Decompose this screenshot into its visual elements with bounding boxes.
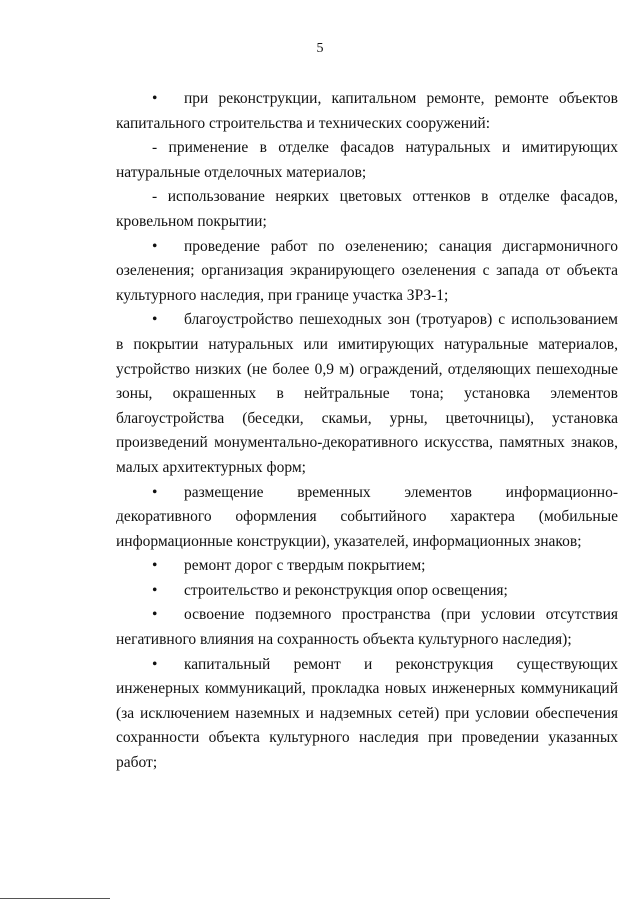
bullet-icon: • [152,655,158,673]
list-item [116,653,618,776]
list-item-text: освоение подземного пространства (при условии отсутствия негативного влияния на сохранность объекта культурного наследия); [116,606,618,649]
list-item [116,554,618,579]
list-item [116,603,618,652]
list-item [116,87,618,136]
document-body [116,87,618,776]
bullet-icon: • [152,483,158,501]
bullet-icon: • [152,581,158,599]
list-item-text: размещение временных элементов информационно-декоративного оформления событийного характера (мобильные информационные конструкции), указателей, информационных знаков; [116,483,618,550]
list-item [116,481,618,555]
bullet-icon: • [152,557,158,575]
list-item-text: строительство и реконструкция опор освещения; [184,581,508,599]
list-item [116,235,618,309]
list-item-text: проведение работ по озеленению; санация дисгармоничного озеленения; организация экранирующего озеленения с запада от объекта культурного наследия, при границе участка ЗРЗ-1; [116,237,618,304]
list-item [116,579,618,604]
page-number: 5 [316,41,324,56]
bullet-icon: • [152,237,158,255]
list-item-text: ремонт дорог с твердым покрытием; [184,557,426,575]
list-item-text: капитальный ремонт и реконструкция существующих инженерных коммуникаций, прокладка новых инженерных коммуникаций (за исключением наземных и надземных сетей) при условии обеспечения сохранности объекта культурного наследия при проведении указанных работ; [116,655,618,772]
sub-list-item: - использование неярких цветовых оттенков в отделке фасадов, кровельном покрытии; [116,188,618,230]
bullet-icon: • [152,311,158,329]
list-item [116,308,618,480]
list-item-text: при реконструкции, капитальном ремонте, ремонте объектов капитального строительства и технических сооружений: [116,90,618,132]
bullet-icon: • [152,606,158,624]
list-item-text: благоустройство пешеходных зон (тротуаров) с использованием в покрытии натуральных или имитирующих натуральные материалов, устройство низких (не более 0,9 м) ограждений, отделяющих пешеходные зоны, окрашенных в нейтральные тона; установка элементов благоустройства (беседки, скамьи, урны, цветочницы), установка произведений монументально-декоративного искусства, памятных знаков, малых архитектурных форм; [116,311,618,476]
footer-rule [0,898,110,899]
bullet-icon: • [152,90,158,107]
sub-list-item: - применение в отделке фасадов натуральных и имитирующих натуральные отделочных материалов; [116,139,618,181]
